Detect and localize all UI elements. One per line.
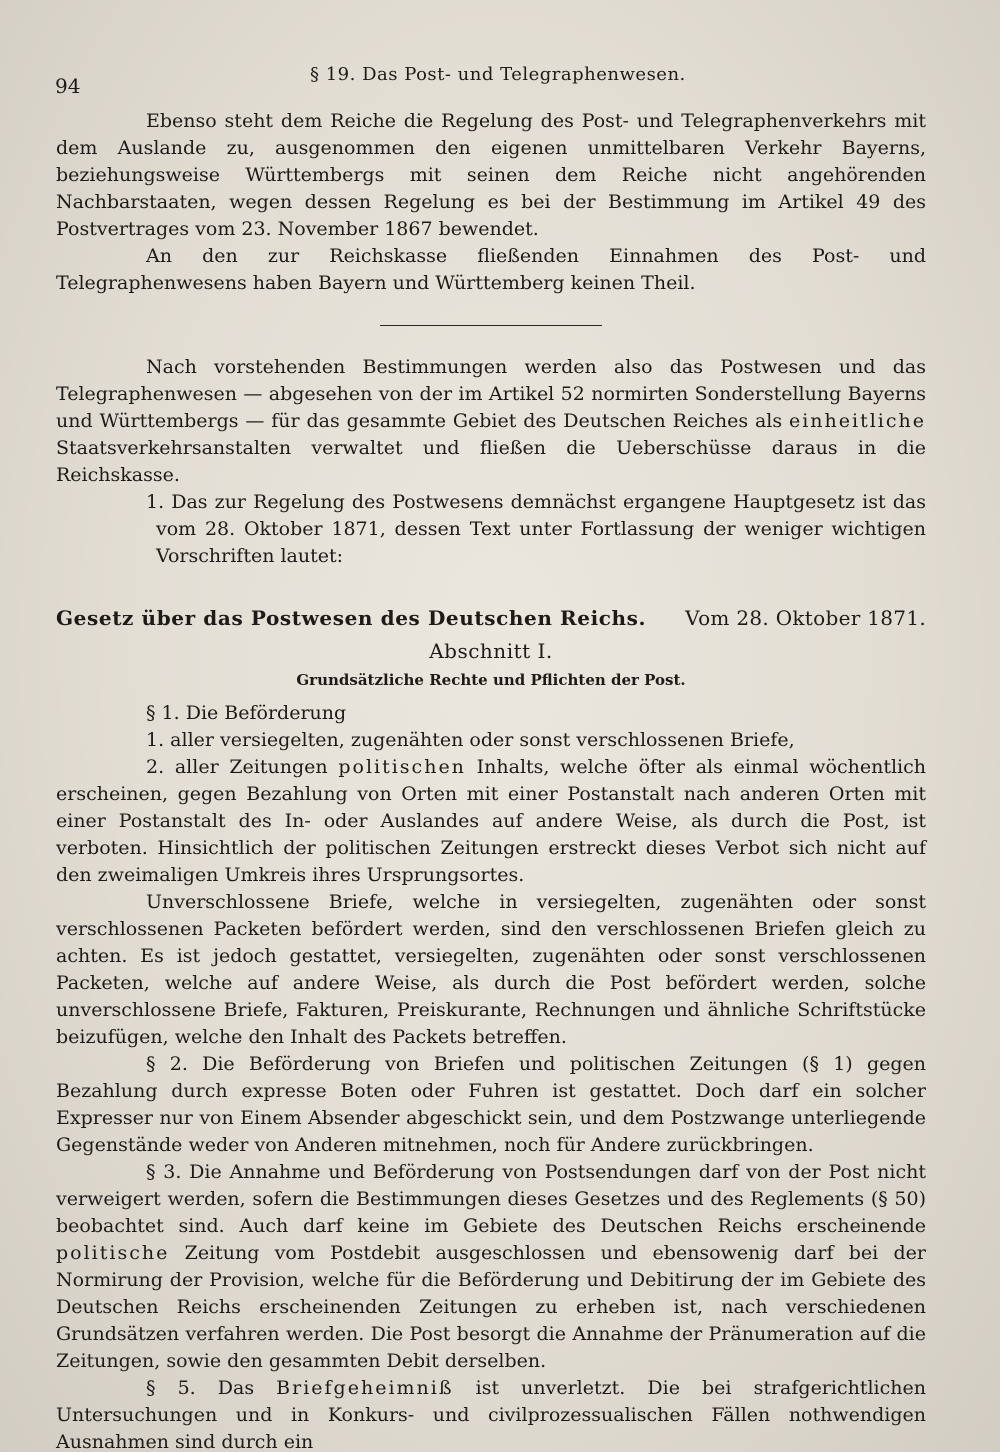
page-header xyxy=(55,58,935,98)
law-title-date: Vom 28. Oktober 1871. xyxy=(685,606,926,630)
body-text xyxy=(56,108,926,1452)
paragraph-3-emphasis: politische xyxy=(56,1242,170,1264)
paragraph-revenue: An den zur Reichskasse fließenden Einnahmen des Post- und Telegraphenwesens haben Bayern und Württemberg keinen Theil. xyxy=(56,245,926,294)
paragraph-3-text-a: § 3. Die Annahme und Beförderung von Postsendungen darf von der Post nicht verweigert werden, sofern die Bestimmungen dieses Gesetzes und des Reglements (§ 50) beobachtet sind. Auch darf keine im Gebiete des Deutschen Reichs erscheinende xyxy=(56,1161,926,1237)
paragraph-foreign-traffic: Ebenso steht dem Reiche die Regelung des Post- und Telegraphenverkehrs mit dem Auslande zu, ausgenommen den eigenen unmittelbaren Verkehr Bayerns, beziehungsweise Württembergs mit seinen dem Reiche nicht angehörenden Nachbarstaaten, wegen dessen Regelung es bei der Bestimmung im Artikel 49 des Postvertrages vom 23. November 1867 bewendet. xyxy=(56,110,926,240)
page-number: 94 xyxy=(55,74,81,98)
item-2-text-a: 2. aller Zeitungen xyxy=(146,756,339,778)
summary-emphasis: einheitliche xyxy=(788,410,926,432)
paragraph-5-emphasis: Briefgeheimniß xyxy=(276,1377,454,1399)
law-title xyxy=(56,604,926,632)
law-title-name: Gesetz über das Postwesen des Deutschen Reichs. xyxy=(56,606,647,630)
paragraph-3-text-b: Zeitung vom Postdebit ausgeschlossen und ebensowenig darf bei der Normirung der Provision, welche für die Beförderung und Debitirung der im Gebiete des Deutschen Reichs erscheinenden Zeitungen zu erheben ist, nach verschiedenen Grundsätzen verfahren werden. Die Post besorgt die Annahme der Pränumeration auf die Zeitungen, sowie den gesammten Debit derselben. xyxy=(56,1242,926,1372)
summary-text-b: Staatsverkehrsanstalten verwaltet und fließen die Ueberschüsse daraus in die Reichskasse. xyxy=(56,437,926,486)
paragraph-1-continuation: Unverschlossene Briefe, welche in versiegelten, zugenähten oder sonst verschlossenen Packeten befördert werden, sind den verschlossenen Briefen gleich zu achten. Es ist jedoch gestattet, versiegelten, zugenähten oder sonst verschlossenen Packeten, welche auf andere Weise, als durch die Post befördert werden, solche unverschlossene Briefe, Fakturen, Preiskurante, Rechnungen und ähnliche Schriftstücke beizufügen, welche den Inhalt des Packets betreffen. xyxy=(56,891,926,1048)
paragraph-5 xyxy=(56,1375,926,1452)
paragraph-item-1: 1. Das zur Regelung des Postwesens demnächst ergangene Hauptgesetz ist das vom 28. Oktober 1871, dessen Text unter Fortlassung der weniger wichtigen Vorschriften lautet: xyxy=(146,491,926,567)
section-heading: Abschnitt I. xyxy=(429,639,553,663)
summary-text-a: Nach vorstehenden Bestimmungen werden also das Postwesen und das Telegraphenwesen — abgesehen von der im Artikel 52 normirten Sonderstellung Bayerns und Württembergs — für das gesammte Gebiet des Deutschen Reiches als xyxy=(56,356,926,432)
paragraph-1-item-2 xyxy=(56,754,926,889)
running-title: § 19. Das Post- und Telegraphenwesen. xyxy=(310,64,686,85)
section-divider xyxy=(380,325,602,326)
paragraph-1-item-1: 1. aller versiegelten, zugenähten oder sonst verschlossenen Briefe, xyxy=(146,729,795,751)
paragraph-1-head: § 1. Die Beförderung xyxy=(146,702,347,724)
item-2-text-b: Inhalts, welche öfter als einmal wöchentlich erscheinen, gegen Bezahlung von Orten mit einer Postanstalt nach anderen Orten mit einer Postanstalt des In- oder Auslandes auf andere Weise, als durch die Post, ist verboten. Hinsichtlich der politischen Zeitungen erstreckt dieses Verbot sich nicht auf den zweimaligen Umkreis ihres Ursprungsortes. xyxy=(56,756,926,886)
paragraph-summary xyxy=(56,354,926,489)
paragraph-3 xyxy=(56,1159,926,1375)
paragraph-5-text-a: § 5. Das xyxy=(146,1377,277,1399)
paragraph-2: § 2. Die Beförderung von Briefen und politischen Zeitungen (§ 1) gegen Bezahlung durch expresse Boten oder Fuhren ist gestattet. Doch darf ein solcher Expresser nur von Einem Absender abgeschickt sein, und dem Postzwange unterliegende Gegenstände weder von Anderen mitnehmen, noch für Andere zurückbringen. xyxy=(56,1053,926,1156)
paragraph-5-text-b: ist unverletzt. Die bei strafgerichtlichen Untersuchungen und in Konkurs- und civilprozessualischen Fällen nothwendigen Ausnahmen sind durch ein xyxy=(56,1377,926,1452)
item-2-emphasis: politischen xyxy=(338,756,466,778)
section-subheading: Grundsätzliche Rechte und Pflichten der Post. xyxy=(296,671,686,689)
